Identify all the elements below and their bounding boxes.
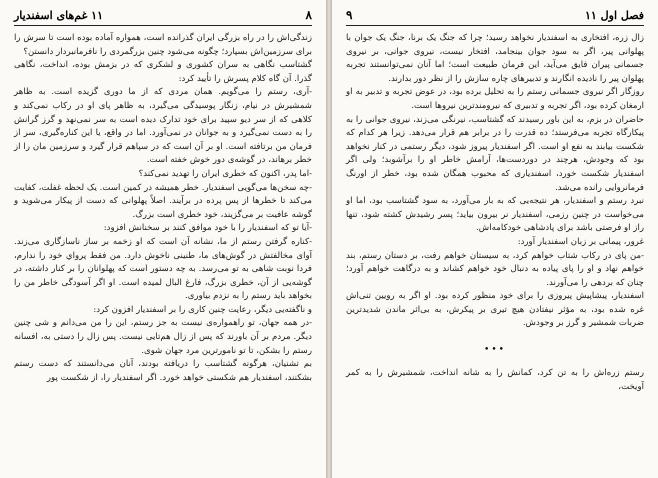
left-paragraph: زندگی‌اش را در راه بزرگی ایران گذرانده است، همواره آماده بوده است تا سرش را برای سرزمین‌اش بسپارد؛ چگونه می‌شود چنین بزرگمردی را نافرمانبردار دانستن؟	[14, 33, 312, 57]
right-paragraph: زال زره، افتخاری به اسفندیار نخواهد رسید؛ چرا که جنگ یک برنا، جنگ یک جوان با پهلوانی پیر، اگر به سود جوان بینجامد، افتخار نیست، نیروی جوانی، بر نیروی جسمانی پیران فایق می‌آید، این فرمان طبیعت است؛ اما آنان نمی‌توانستند تجربه پهلوان پیر را نادیده انگارند و تدبیرهای چاره سازش را از نظر دور بدارند.	[346, 33, 644, 84]
left-page	[0, 0, 326, 478]
right-paragraph: اسفندیار، پیشاپیش پیروزی را برای خود منظور کرده بود. او اگر به رویین تنی‌اش غره شده بود، به مؤثر نیفتادن هیچ تیری بر پیکرش، به بی‌اثر ماندن شدیدترین ضربات شمشیر و گرز بر وجودش.	[346, 291, 644, 329]
left-paragraph: گشتاسب نگاهی به سران کشوری و لشکری که در بزمش بوده، انداخت، نگاهی گذرا. آن گاه کلام پسرش را تأیید کرد:	[14, 60, 312, 84]
left-paragraph: -کناره گرفتن رستم از ما، نشانه آن است که او زخمه بر ساز ناسازگاری می‌زند. آوای مخالفتش در گوش‌های ما، طنینی ناخوش دارد. من فقط پرواي خود را ندارم، فردا نوبت شاهی به تو می‌رسد. به چه دستور است که پهلوانان را بر کنار داشته، در گوشه‌یی از آن، خطری بزرگ، فارغ البال لمیده است. او اگر آسودگی خاطر من را بخواهد باید رستم را به نزدم بیاوری.	[14, 236, 312, 302]
left-paragraph: -چه سخن‌ها می‌گویی اسفندیار. خطر همیشه در کمین است. یک لحظه غفلت، کفایت می‌کند تا خطرها از پس پرده در برآیند. اصلاً پهلوانی که دست از پیکار می‌شوید و گوشه عافیت بر می‌گزیند، خود خطری است بزرگ.	[14, 182, 312, 220]
right-paragraph: روزگار اگر نیروی جسمانی رستم را به تحلیل برده بود، در عوض تجربه و تدبیر به او ارمغان کرده بود، اگر تجربه و تدبیری که نیرومندترین نیروها است.	[346, 87, 644, 111]
left-paragraph: و ناگفته‌یی دیگر، رعایت چنین کاری را بر اسفندیار افزون کرد:	[93, 304, 312, 315]
right-paragraph: نبرد رستم و اسفندیار، هر نتیجه‌یی که به بار می‌آورد، به سود گشتاسب بود، اما او می‌خواست در چنین رزمی، اسفندیار نر بیرون بیاید؛ پسر رشیدش کشته شود، تنها راز او فرصتی باشد برای پادشاهی خودکامه‌اش.	[346, 196, 644, 234]
left-page-number: ۸	[305, 8, 312, 22]
left-paragraph: بم تشنیان، هرگونه گشتاسب را دریافته بودند، آنان می‌دانستند که دست رستم بشکنند، اسفندیار هم شکستی خواهد خورد. اگر اسفندیار را، از شکست پور	[14, 359, 312, 383]
right-paragraph: غرور، پیمانی بر زبان اسفندیار آورد:	[517, 236, 644, 247]
section-separator: •••	[484, 345, 506, 356]
right-paragraph: حاضران در بزم، به این باور رسیدند که گشتاسب، نیرنگی می‌زند، نیروی جوانی را به پیکارگاه تجربه می‌فرستد؛ ده قدرت را در برابر هم قرار می‌دهد. زیرا هر کدام که شکست بیابند به نفع او است. اگر اسفندیار پیروز شود، دیگر رستمی در کنار نخواهد بود که وجودش، هرچند در دوردست‌ها، آرامش خاطر او را برآشوبد؛ ولی اگر اسفندیار شکست خورد، اسفندیاری که محبوب همگان شده بود، خطر از اورنگ فرمانروایی رانده می‌شد.	[346, 114, 644, 193]
right-running-title: فصل اول ۱۱	[585, 9, 644, 22]
left-page-header	[14, 6, 312, 26]
left-paragraph: -در همه جهان، تو راهمواره‌ی نیست به جز رستم، این را من می‌دانم و شی چنین دیگر. مردم بر آن باورند که پس از زال هم‌تایی نیست. پس زال را دستی به، افسانه رستم را بشکن، تا تو نامورترین مرد جهان شوی.	[14, 318, 312, 356]
right-paragraph: -من پای در رکاب شتاب خواهم کرد، به سیستان خواهم رفت، بر دستان رستم، بند خواهم نهاد و او را پای پیاده به دنبال خود خواهم کشاند و به درگاهت خواهم آورد؛ چنان که بردهی را می‌آورند.	[346, 250, 644, 288]
right-closing-paragraph: رستم زره‌اش را به تن کرد، کمانش را به شانه انداخت، شمشیرش را به کمر آویخت،	[346, 368, 644, 392]
left-paragraph: -اما پدر، اکنون که خطری ایران را تهدید نمی‌کند؟	[138, 168, 312, 179]
right-page	[332, 0, 658, 478]
right-page-number: ۹	[346, 8, 353, 22]
left-paragraph: -آری، رستم را می‌گویم. همان مردی که از ما دوری گزیده است. به ظاهر شمشیرش در نیام، زنگار پوسیدگی می‌گیرد، به ظاهر پای او در رکاب نمی‌کند و کلاهی که از سر دیو سپید برای خود تدارک دیده است به سر نمی‌نهد و گرز گرانش را به دست نمی‌گیرد و به جوانان در نمی‌آورد. اما در واقع، یا این کناره‌گیری، سر از فرمان من برتافته است. او بر آن است که در سپاهم قرار گیرد و سرزمین مان را از خطر برهاند، در گوشه‌ی دور خوش خفته است.	[14, 87, 312, 166]
right-page-header	[346, 6, 644, 26]
left-running-title: ۱۱ غم‌های اسفندیار	[14, 9, 103, 22]
left-paragraph: -آیا تو که اسفندیار را با خود موافق کنند بر سخنانش افزود:	[103, 223, 312, 234]
